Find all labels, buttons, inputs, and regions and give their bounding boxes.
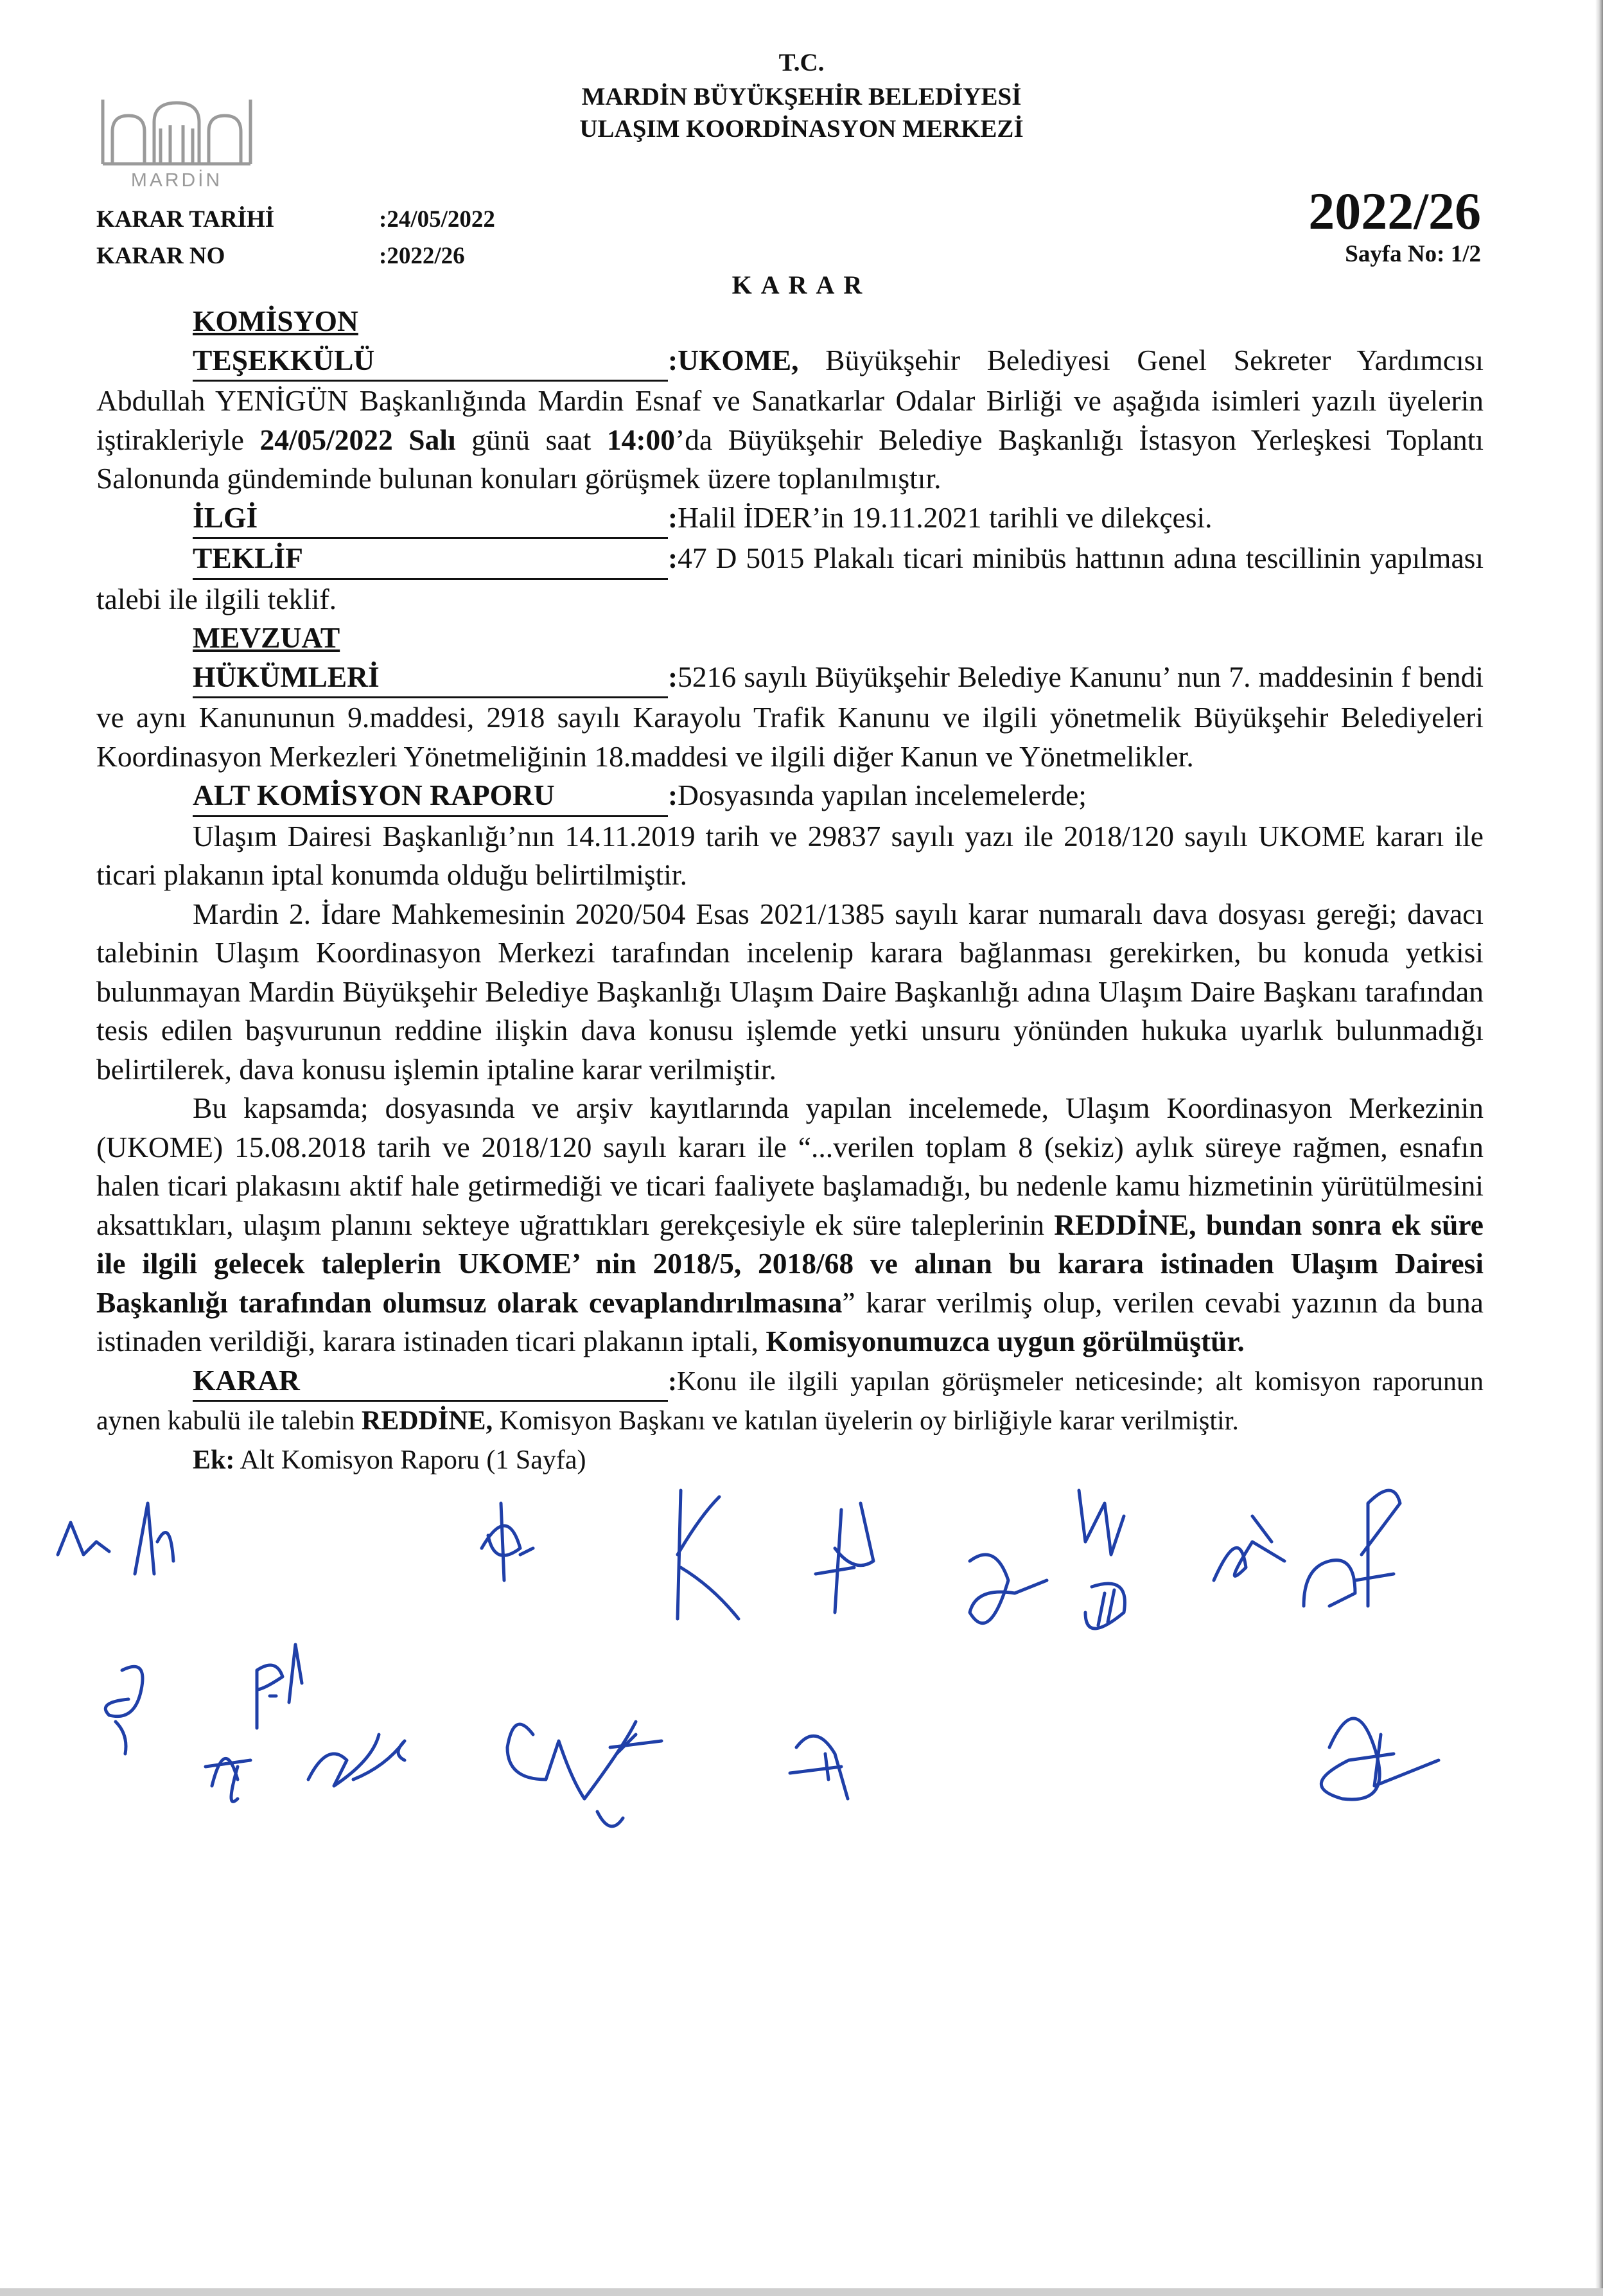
ilgi-paragraph: İLGİ :Halil İDER’in 19.11.2021 tarihli ve dilekçesi. [96, 499, 1484, 540]
header-tc: T.C. [778, 49, 825, 76]
mevzuat-text: 5216 sayılı Büyükşehir Belediye Kanunu’ nun 7. maddesinin f bendi ve aynı Kanununun 9.maddesi, 2918 sayılı Karayolu Trafik Kanunu ve ilgili yönetmelik Büyükşehir Belediyeleri Koordinasyon Merkezleri Yönetmeliğinin 18.maddesi ve ilgili diğer Kanun ve Yönetmelikler. [96, 660, 1484, 773]
mevzuat-heading [96, 619, 1484, 658]
approval-bold: Komisyonumuzca uygun görülmüştür. [766, 1325, 1245, 1357]
header-department: ULAŞIM KOORDİNASYON MERKEZİ [579, 115, 1024, 143]
meeting-time: 14:00 [606, 423, 676, 456]
report-paragraph-3: Bu kapsamda; dosyasında ve arşiv kayıtlarında yapılan incelemede, Ulaşım Koordinasyon Merkezinin (UKOME) 15.08.2018 tarih ve 2018/120 sayılı kararı ile “...verilen toplam 8 (sekiz) aylık süreye rağmen, esnafın halen ticari plakasını aktif hale getirmediği ve ticari faaliyete başlamadığı, bu nedenle kamu hizmetinin yürütülmesini aksattıkları, ulaşım planını sekteye uğrattıkları gerekçesiyle ek süre taleplerinin REDDİNE, bundan sonra ek süre ile ilgili gelecek taleplerin UKOME’ nin 2018/5, 2018/68 ve alınan bu karara istinaden Ulaşım Dairesi Başkanlığı tarafından olumsuz olarak cevaplandırılmasına” karar verilmiş olup, verilen cevabi yazının da buna istinaden verildiği, karara istinaden ticari plakanın iptali, Komisyonumuzca uygun görülmüştür. [96, 1091, 1484, 1357]
scan-footer-edge [0, 2288, 1603, 2296]
mevzuat-paragraph: HÜKÜMLERİ :5216 sayılı Büyükşehir Belediye Kanunu’ nun 7. maddesinin f bendi ve aynı Kanununun 9.maddesi, 2918 sayılı Karayolu Trafik Kanunu ve ilgili yönetmelik Büyükşehir Belediyeleri Koordinasyon Merkezleri Yönetmeliğinin 18.maddesi ve ilgili diğer Kanun ve Yönetmelikler. [96, 658, 1484, 777]
ek-label: Ek: [193, 1445, 235, 1475]
teklif-label: TEKLİF [193, 539, 668, 580]
komisyon-paragraph: TEŞEKKÜLÜ :UKOME, Büyükşehir Belediyesi Genel Sekreter Yardımcısı Abdullah YENİGÜN Başkanlığında Mardin Esnaf ve Sanatkarlar Odalar Birliği ve aşağıda isimleri yazılı üyelerin iştirakleriyle 24/05/2022 Salı günü saat 14:00’da Büyükşehir Belediye Başkanlığı İstasyon Yerleşkesi Toplantı Salonunda gündeminde bulunan konuları görüşmek üzere toplanılmıştır. [96, 341, 1484, 499]
alt-komisyon-paragraph: ALT KOMİSYON RAPORU :Dosyasında yapılan incelemelerde; [96, 776, 1484, 817]
komisyon-heading [96, 302, 1484, 341]
ilgi-text: Halil İDER’in 19.11.2021 tarihli ve dilekçesi. [678, 500, 1213, 534]
karar-label: KARAR [193, 1361, 668, 1402]
meeting-date: 24/05/2022 Salı [259, 423, 456, 456]
ek-text: Alt Komisyon Raporu (1 Sayfa) [234, 1445, 586, 1475]
mevzuat-label-2: HÜKÜMLERİ [193, 658, 668, 699]
komisyon-label-1: KOMİSYON [193, 305, 358, 337]
report-paragraph-2: Mardin 2. İdare Mahkemesinin 2020/504 Esas 2021/1385 sayılı karar numaralı dava dosyası gereği; davacı talebinin Ulaşım Koordinasyon Merkezi tarafından incelenip karara bağlanması gerekirken, bu konuda yetkisi bulunmayan Mardin Büyükşehir Belediye Başkanlığı Ulaşım Daire Başkanlığı adına Ulaşım Daire Başkanı tarafından tesis edilen başvurunun reddine ilişkin dava konusu işlemde yetki unsuru yönünden hukuka uyarlık bulunmadığı belirtilerek, dava konusu işlemin iptaline karar verilmiştir. [96, 897, 1484, 1086]
alt-komisyon-label: ALT KOMİSYON RAPORU [193, 776, 668, 817]
number-value: :2022/26 [379, 243, 465, 269]
page-number: Sayfa No: 1/2 [1345, 241, 1481, 267]
reddine-bold: REDDİNE, bundan sonra ek süre ile ilgili gelecek taleplerin UKOME’ nin 2018/5, 2018/68 ve alınan bu karara istinaden Ulaşım Dairesi Başkanlığı tarafından olumsuz olarak cevaplandırılmasına [96, 1208, 1484, 1319]
karar-paragraph: KARAR :Konu ile ilgili yapılan görüşmeler neticesinde; alt komisyon raporunun aynen kabulü ile talebin REDDİNE, Komisyon Başkanı ve katılan üyelerin oy birliğiyle karar verilmiştir. [96, 1361, 1484, 1441]
logo-text: MARDİN [130, 170, 223, 190]
document-title: KARAR [731, 270, 872, 299]
ek-line [96, 1441, 1484, 1480]
date-label: KARAR TARİHİ [96, 206, 275, 233]
ilgi-label: İLGİ [193, 499, 668, 540]
komisyon-colon: :UKOME, [668, 343, 799, 376]
document-body [96, 302, 1484, 1479]
header-municipality: MARDİN BÜYÜKŞEHİR BELEDİYESİ [581, 83, 1022, 110]
mevzuat-label-1: MEVZUAT [193, 621, 340, 654]
number-label: KARAR NO [96, 243, 225, 269]
alt-komisyon-text: Dosyasında yapılan incelemelerde; [678, 779, 1087, 811]
date-value: :24/05/2022 [379, 206, 495, 233]
report-paragraph-1: Ulaşım Dairesi Başkanlığı’nın 14.11.2019 tarih ve 29837 sayılı yazı ile 2018/120 sayılı UKOME kararı ile ticari plakanın iptal konumda olduğu belirtilmiştir. [96, 819, 1484, 891]
teklif-paragraph: TEKLİF :47 D 5015 Plakalı ticari minibüs hattının adına tescillinin yapılması talebi ile ilgili teklif. [96, 539, 1484, 619]
komisyon-label-2: TEŞEKKÜLÜ [193, 341, 668, 382]
teklif-text: 47 D 5015 Plakalı ticari minibüs hattının adına tescillinin yapılması talebi ile ilgili teklif. [96, 542, 1484, 615]
scan-edge [1595, 0, 1603, 2296]
decision-number: 2022/26 [1308, 182, 1481, 240]
handwritten-signatures [45, 1478, 1535, 1850]
karar-reddine: REDDİNE, [361, 1406, 493, 1436]
